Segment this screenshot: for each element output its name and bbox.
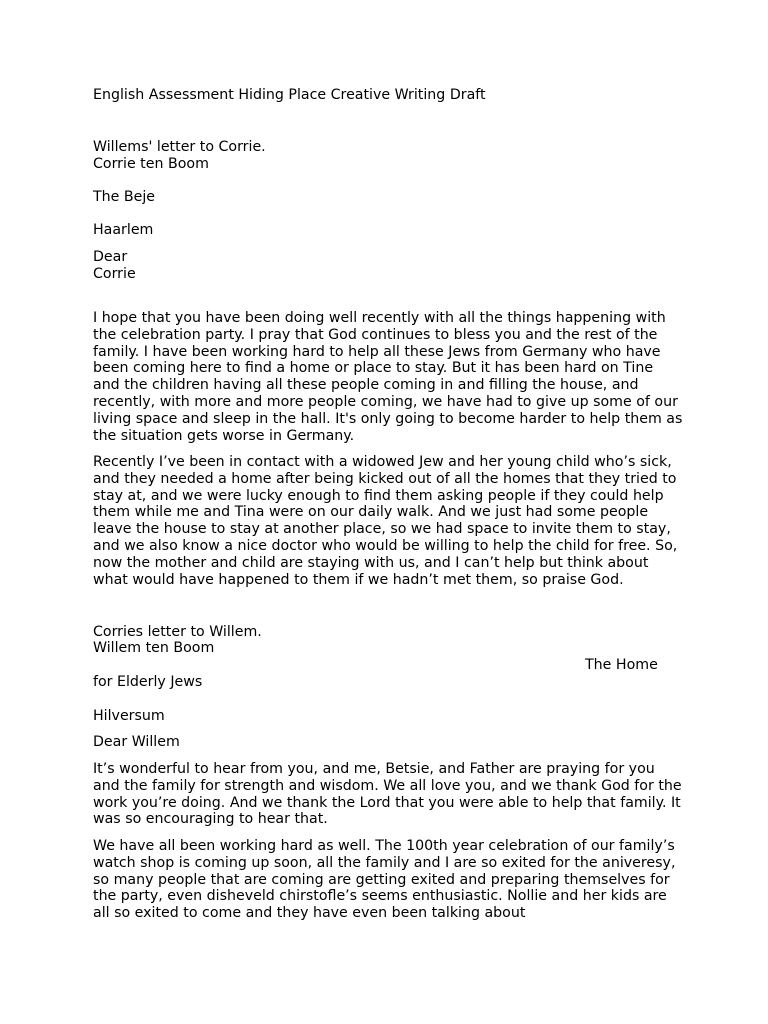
- letter2-paragraph-2: We have all been working hard as well. The 100th year celebration of our family’s watch shop is coming up soon, all the family and I are so exited for the aniveresy, so many people that are coming are getting exited and preparing themselves for the party, even disheveld chirstofle’s seems enthusiastic. Nollie and her kids are all so exited to come and they have even been talking about: [93, 838, 676, 922]
- letter1-address-line2: Haarlem: [93, 222, 154, 238]
- letter1-salutation-2: Corrie: [93, 266, 136, 282]
- letter1-salutation-1: Dear: [93, 249, 128, 265]
- letter2-address-line1a: The Home: [585, 657, 658, 673]
- letter2-address-line1b: for Elderly Jews: [93, 674, 203, 690]
- letter2-address-line2: Hilversum: [93, 708, 165, 724]
- letter2-salutation: Dear Willem: [93, 734, 180, 750]
- letter1-paragraph-1: I hope that you have been doing well recently with all the things happening with the celebration party. I pray that God continues to bless you and the rest of the family. I have been working hard to help all these Jews from Germany who have been coming here to find a home or place to stay. But it has been hard on Tine and the children having all these people coming in and filling the house, and recently, with more and more people coming, we have had to give up some of our living space and sleep in the hall. It's only going to become harder to help them as the situation gets worse in Germany.: [93, 310, 683, 444]
- letter2-addressee: Willem ten Boom: [93, 640, 215, 656]
- letter1-address-line1: The Beje: [93, 189, 156, 205]
- letter1-heading: Willems' letter to Corrie.: [93, 139, 266, 155]
- document-title: English Assessment Hiding Place Creative Writing Draft: [93, 87, 486, 103]
- letter2-heading: Corries letter to Willem.: [93, 624, 262, 640]
- letter1-paragraph-2: Recently I’ve been in contact with a widowed Jew and her young child who’s sick, and they needed a home after being kicked out of all the homes that they tried to stay at, and we were lucky enough to find them asking people if they could help them while me and Tina were on our daily walk. And we just had some people leave the house to stay at another place, so we had space to invite them to stay, and we also know a nice doctor who would be willing to help the child for free. So, now the mother and child are staying with us, and I can’t help but think about what would have happened to them if we hadn’t met them, so praise God.: [93, 454, 678, 588]
- letter1-addressee: Corrie ten Boom: [93, 156, 209, 172]
- letter2-paragraph-1: It’s wonderful to hear from you, and me, Betsie, and Father are praying for you and the family for strength and wisdom. We all love you, and we thank God for the work you’re doing. And we thank the Lord that you were able to help that family. It was so encouraging to hear that.: [93, 761, 682, 828]
